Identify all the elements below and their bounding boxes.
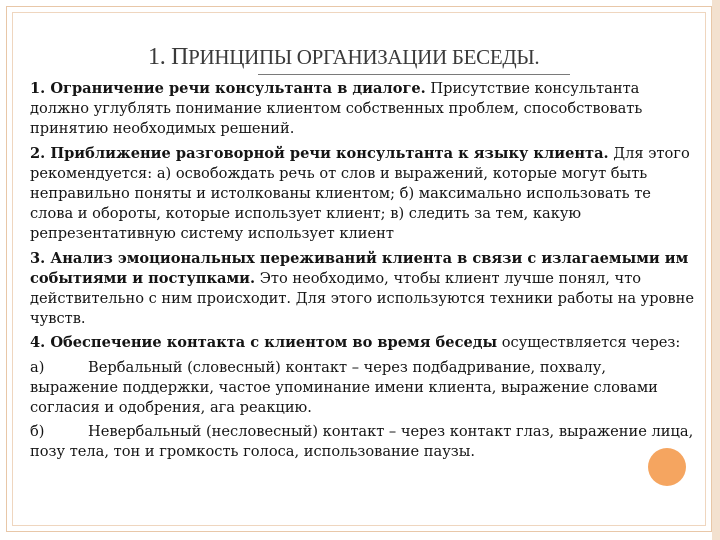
title-underline (258, 74, 570, 75)
principle-body: Это необходимо, чтобы клиент лучше понял, что действительно с ним происходит. Для этого используются техники работы на уровне чувств. (30, 269, 694, 328)
slide-content (30, 79, 698, 467)
principle-lead: 2. Приближение разговорной речи консультанта к языку клиента. (30, 144, 609, 162)
principle-item (30, 144, 698, 245)
principle-body: Присутствие консультанта должно углублять понимание клиентом собственных проблем, способствовать принятию необходимых решений. (30, 80, 643, 138)
subitem-marker: а) (30, 358, 45, 376)
slide-frame-stripe (712, 0, 720, 540)
accent-circle (648, 448, 686, 486)
principle-lead: 3. Анализ эмоциональных переживаний клиента в связи с излагаемыми им событиями и поступками. (30, 249, 689, 287)
title-rest: РИНЦИПЫ ОРГАНИЗАЦИИ БЕСЕДЫ. (188, 45, 540, 69)
principle-lead: 1. Ограничение речи консультанта в диалоге. (30, 80, 426, 97)
contact-subitem (30, 422, 698, 462)
principle-item (30, 79, 698, 140)
subitem-text: Вербальный (словесный) контакт – через подбадривание, похвалу, выражение поддержки, частое упоминание имени клиента, выражение словами согласия и одобрения, ага реакцию. (30, 358, 658, 417)
principle-body: осуществляется через: (497, 334, 681, 352)
principle-item (30, 333, 698, 353)
principle-body: Для этого рекомендуется: а) освобождать речь от слов и выражений, которые могут быть неправильно поняты и истолкованы клиентом; б) максимально использовать те слова и обороты, которые использует клиент; в) следить за тем, какую репрезентативную систему использует клиент (30, 144, 690, 243)
principle-item (30, 249, 698, 330)
title-prefix: 1. П (148, 44, 189, 70)
slide-title (148, 44, 608, 71)
principle-lead: 4. Обеспечение контакта с клиентом во время беседы (30, 334, 498, 352)
subitem-text: Невербальный (несловесный) контакт – через контакт глаз, выражение лица, позу тела, тон и громкость голоса, использование паузы. (30, 423, 694, 461)
contact-subitem (30, 358, 698, 419)
subitem-marker: б) (30, 423, 45, 441)
